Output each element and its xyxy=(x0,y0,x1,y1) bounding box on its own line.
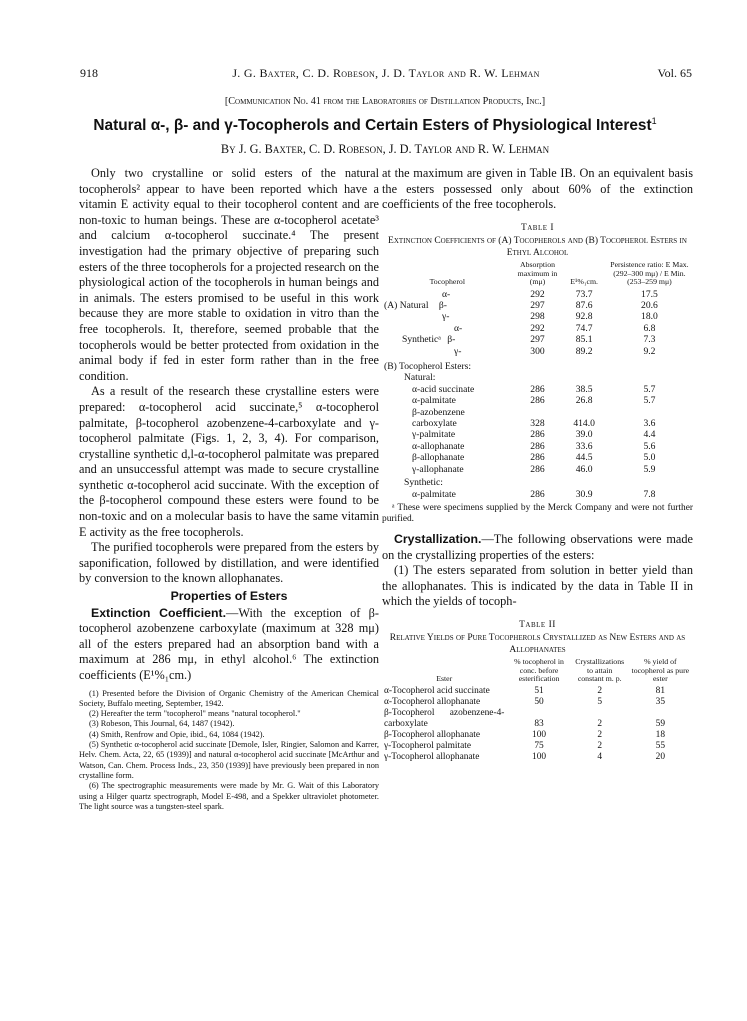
cell: 59 xyxy=(655,718,666,729)
cell: 292 xyxy=(530,322,545,334)
table1-footnote: ᵃ These were specimens supplied by the Merck Company and were not further purified. xyxy=(382,502,693,525)
group-label: Synthetic: xyxy=(404,477,443,489)
table-row xyxy=(382,372,693,383)
row-label: α- xyxy=(454,322,463,334)
group-label: (A) Natural xyxy=(384,300,429,311)
row-label: α-palmitate xyxy=(412,488,456,500)
row-label: β- xyxy=(447,334,456,346)
table-row xyxy=(382,395,693,406)
cell: 5.6 xyxy=(643,440,656,452)
table-row xyxy=(382,489,693,500)
page-number: 918 xyxy=(80,66,98,80)
table-row xyxy=(382,752,693,763)
table2-col-yield: % yield of tocopherol as pure ester xyxy=(631,657,690,684)
cell: 292 xyxy=(530,288,545,300)
table-row xyxy=(382,730,693,741)
group-label: Natural: xyxy=(404,372,436,384)
row-label: β-allophanate xyxy=(412,452,465,464)
cell: 298 xyxy=(530,311,545,323)
right-column xyxy=(382,166,693,763)
row-label: β- xyxy=(438,300,447,311)
title-text: Natural α-, β- and γ-Tocopherols and Certain Esters of Physiological Interest xyxy=(93,117,652,135)
paragraph: As a result of the research these crystalline esters were prepared: α-tocopherol acid succinate,⁵ α-tocopherol palmitate, β-tocopherol azobenzene-4-carboxylate and γ-tocopherol palmitate (Figs. 1, 2, 3, 4). For comparison, crystalline synthetic d,l-α-tocopherol palmitate was prepared and an unsuccessful attempt was made to secure crystalline synthetic α-tocopherol acid succinate. With the exception of the β-tocopherol compound these esters were found to be non-toxic and on a molecular basis to have the same vitamin E activity as the free tocopherols. xyxy=(79,384,379,539)
table-row xyxy=(382,384,693,395)
footnote: (4) Smith, Renfrow and Opie, ibid., 64, 1084 (1942). xyxy=(89,729,265,739)
table-row xyxy=(382,441,693,452)
cell: 7.3 xyxy=(643,334,656,346)
table-row xyxy=(382,464,693,475)
table-row xyxy=(382,429,693,440)
row-label: γ-Tocopherol allophanate xyxy=(384,751,480,762)
article-title xyxy=(40,116,710,135)
footnote: (1) Presented before the Division of Organic Chemistry of the American Chemical Society, Buffalo meeting, September, 1942. xyxy=(79,688,379,708)
cell: 50 xyxy=(534,696,544,707)
paragraph: Only two crystalline or solid esters of the natural tocopherols² appear to have been reported which have a vitamin E activity equal to their tocopherol content and are non-toxic to human beings. These are α-tocopherol acetate³ and calcium α-tocopherol succinate.⁴ The present investigation had the primary objective of preparing such esters of the three tocopherols for a projected research on the physiological action of the tocopherols in human beings and in animals. The esters promised to be useful in this work because they are more stable to oxidation in vitro than the free tocopherols. It, therefore, seemed probable that the tocopherols would be better protected from oxidation in the animal body if fed in ester form rather than in the free condition. xyxy=(79,166,379,383)
cell: 55 xyxy=(655,740,666,751)
row-label: β-Tocopherol azobenzene-4-carboxylate xyxy=(384,707,505,729)
table2-col-conc: % tocopherol in conc. before esterification xyxy=(514,657,564,684)
row-label: γ-Tocopherol palmitate xyxy=(384,740,472,751)
table-row xyxy=(382,346,693,357)
cell: 286 xyxy=(530,429,545,441)
table-row xyxy=(382,407,693,430)
cell: 100 xyxy=(532,729,547,740)
table-row xyxy=(382,686,693,697)
cell: 2 xyxy=(597,740,603,751)
row-label: β-azobenzene carboxylate xyxy=(412,406,465,430)
cell: 5.7 xyxy=(643,395,656,407)
table-row xyxy=(382,289,693,300)
paragraph xyxy=(382,532,693,563)
cell: 2 xyxy=(597,685,603,696)
cell: 286 xyxy=(530,440,545,452)
row-label: γ-allophanate xyxy=(412,463,464,475)
cell: 20 xyxy=(655,751,666,762)
row-label: γ-palmitate xyxy=(412,429,456,441)
cell: 414.0 xyxy=(573,418,595,430)
table-row xyxy=(382,357,693,372)
cell: 6.8 xyxy=(643,322,656,334)
cell: 286 xyxy=(530,452,545,464)
table-row xyxy=(382,475,693,488)
table1 xyxy=(382,261,693,500)
cell: 4.4 xyxy=(643,429,656,441)
footnote: (6) The spectrographic measurements were made by Mr. G. Wait of this Laboratory using a Hilger quartz spectrograph, Model E-498, and a Spekker ultraviolet photometer. The light source was a tungsten-steel spark. xyxy=(79,781,379,811)
cell: 73.7 xyxy=(575,288,593,300)
cell: 87.6 xyxy=(575,300,593,311)
row-label: α- xyxy=(442,288,451,300)
row-label: γ- xyxy=(454,345,462,357)
cell: 100 xyxy=(532,751,547,762)
cell: 30.9 xyxy=(575,488,593,500)
table1-col-tocopherol: Tocopherol xyxy=(429,277,465,287)
cell: 51 xyxy=(534,685,544,696)
cell: 300 xyxy=(530,345,545,357)
footnotes xyxy=(79,689,379,813)
cell: 89.2 xyxy=(575,345,593,357)
cell: 5.9 xyxy=(643,463,656,475)
section-heading: Properties of Esters xyxy=(170,589,288,604)
communication-line: [Communication No. 41 from the Laboratories of Distillation Products, Inc.] xyxy=(224,96,546,107)
cell: 297 xyxy=(530,334,545,346)
row-label: α-allophanate xyxy=(412,440,465,452)
run-in-heading: Crystallization. xyxy=(394,531,482,546)
cell: 328 xyxy=(530,418,545,430)
group-label: Syntheticᵃ xyxy=(402,334,441,346)
cell: 5.0 xyxy=(643,452,656,464)
table1-col-ratio: Persistence ratio: E Max. (292–300 mμ) / E Min. (253–259 mμ) xyxy=(610,260,689,287)
table-row xyxy=(382,300,693,311)
cell: 286 xyxy=(530,463,545,475)
row-label: α-Tocopherol acid succinate xyxy=(384,685,490,696)
byline: By J. G. Baxter, C. D. Robeson, J. D. Taylor and R. W. Lehman xyxy=(220,142,550,156)
group-label: (B) Tocopherol Esters: xyxy=(384,361,472,373)
paragraph-text: —With the exception of β-tocopherol azobenzene carboxylate (maximum at 328 mμ) all of the esters prepared had an absorption band with a maximum at 286 mμ, in ethyl alcohol.⁶ The extinction coefficients (E¹%₁cm.) xyxy=(79,605,380,682)
cell: 46.0 xyxy=(575,463,593,475)
cell: 74.7 xyxy=(575,322,593,334)
table2-col-ester: Ester xyxy=(436,674,453,684)
row-label: β-Tocopherol allophanate xyxy=(384,729,481,740)
cell: 286 xyxy=(530,395,545,407)
row-label: α-palmitate xyxy=(412,395,456,407)
table2-col-cryst: Crystallizations to attain constant m. p. xyxy=(575,657,625,684)
table-row xyxy=(382,741,693,752)
cell: 38.5 xyxy=(575,383,593,395)
cell: 2 xyxy=(597,729,603,740)
cell: 83 xyxy=(534,718,544,729)
cell: 39.0 xyxy=(575,429,593,441)
cell: 81 xyxy=(655,685,666,696)
paragraph: at the maximum are given in Table IB. On an equivalent basis the esters possessed only about 60% of the extinction coefficients of the free tocopherols. xyxy=(382,166,693,212)
cell: 2 xyxy=(597,718,603,729)
paragraph xyxy=(79,606,379,684)
cell: 3.6 xyxy=(643,418,656,430)
footnote: (5) Synthetic α-tocopherol acid succinate [Demole, Isler, Ringier, Salomon and Karrer, Helv. Chem. Acta, 22, 65 (1939)] and natural α-tocopherol acid succinate [McArthur and Watson, Can. Chem. Process Inds., 23, 350 (1939)] have previously been prepared in non crystalline form. xyxy=(79,740,379,780)
table1-label: Table I xyxy=(520,222,555,233)
cell: 75 xyxy=(534,740,544,751)
table-row xyxy=(382,452,693,463)
cell: 35 xyxy=(655,696,666,707)
cell: 286 xyxy=(530,488,545,500)
table-row xyxy=(382,323,693,334)
title-footnote-mark: 1 xyxy=(651,116,657,126)
cell: 286 xyxy=(530,383,545,395)
row-label: α-acid succinate xyxy=(412,383,475,395)
cell: 18.0 xyxy=(641,311,658,323)
table-row xyxy=(382,311,693,322)
paragraph: The purified tocopherols were prepared from the esters by saponification, followed by distillation, and were identified by conversion to the known allophanates. xyxy=(79,540,379,586)
table-row xyxy=(382,697,693,708)
footnote: (2) Hereafter the term "tocopherol" means "natural tocopherol." xyxy=(89,709,301,719)
cell: 44.5 xyxy=(575,452,593,464)
cell: 33.6 xyxy=(575,440,593,452)
cell: 18 xyxy=(655,729,666,740)
table2-label: Table II xyxy=(519,619,556,630)
row-label: γ- xyxy=(442,311,450,323)
cell: 5.7 xyxy=(643,383,656,395)
table1-col-e: E¹%₁cm. xyxy=(570,277,599,287)
cell: 17.5 xyxy=(641,288,658,300)
row-label: α-Tocopherol allophanate xyxy=(384,696,481,707)
table-row xyxy=(382,334,693,345)
running-header xyxy=(80,66,692,82)
cell: 92.8 xyxy=(575,311,593,323)
table-row xyxy=(382,708,693,730)
paragraph-text: —The following observations were made on the crystallizing properties of the esters: xyxy=(382,531,693,562)
cell: 26.8 xyxy=(575,395,593,407)
table2-title: Relative Yields of Pure Tocopherols Crystallized as New Esters and as Allophanates xyxy=(389,633,686,655)
paragraph: (1) The esters separated from solution in better yield than the allophanates. This is indicated by the data in Table II in which the yields of tocoph- xyxy=(382,563,693,609)
left-column xyxy=(79,166,379,812)
cell: 9.2 xyxy=(643,345,656,357)
cell: 85.1 xyxy=(575,334,593,346)
cell: 20.6 xyxy=(641,300,658,311)
header-authors: J. G. Baxter, C. D. Robeson, J. D. Taylor and R. W. Lehman xyxy=(232,66,540,80)
footnote: (3) Robeson, This Journal, 64, 1487 (1942). xyxy=(89,719,235,729)
table1-title: Extinction Coefficients of (A) Tocopherols and (B) Tocopherol Esters in Ethyl Alcohol xyxy=(388,236,687,258)
cell: 7.8 xyxy=(643,488,656,500)
run-in-heading: Extinction Coefficient. xyxy=(91,605,227,620)
cell: 5 xyxy=(597,696,603,707)
table1-col-absorption: Absorption maximum in (mμ) xyxy=(517,260,558,287)
cell: 297 xyxy=(530,300,545,311)
volume-label: Vol. 65 xyxy=(657,66,692,80)
cell: 4 xyxy=(597,751,603,762)
table2 xyxy=(382,658,693,762)
